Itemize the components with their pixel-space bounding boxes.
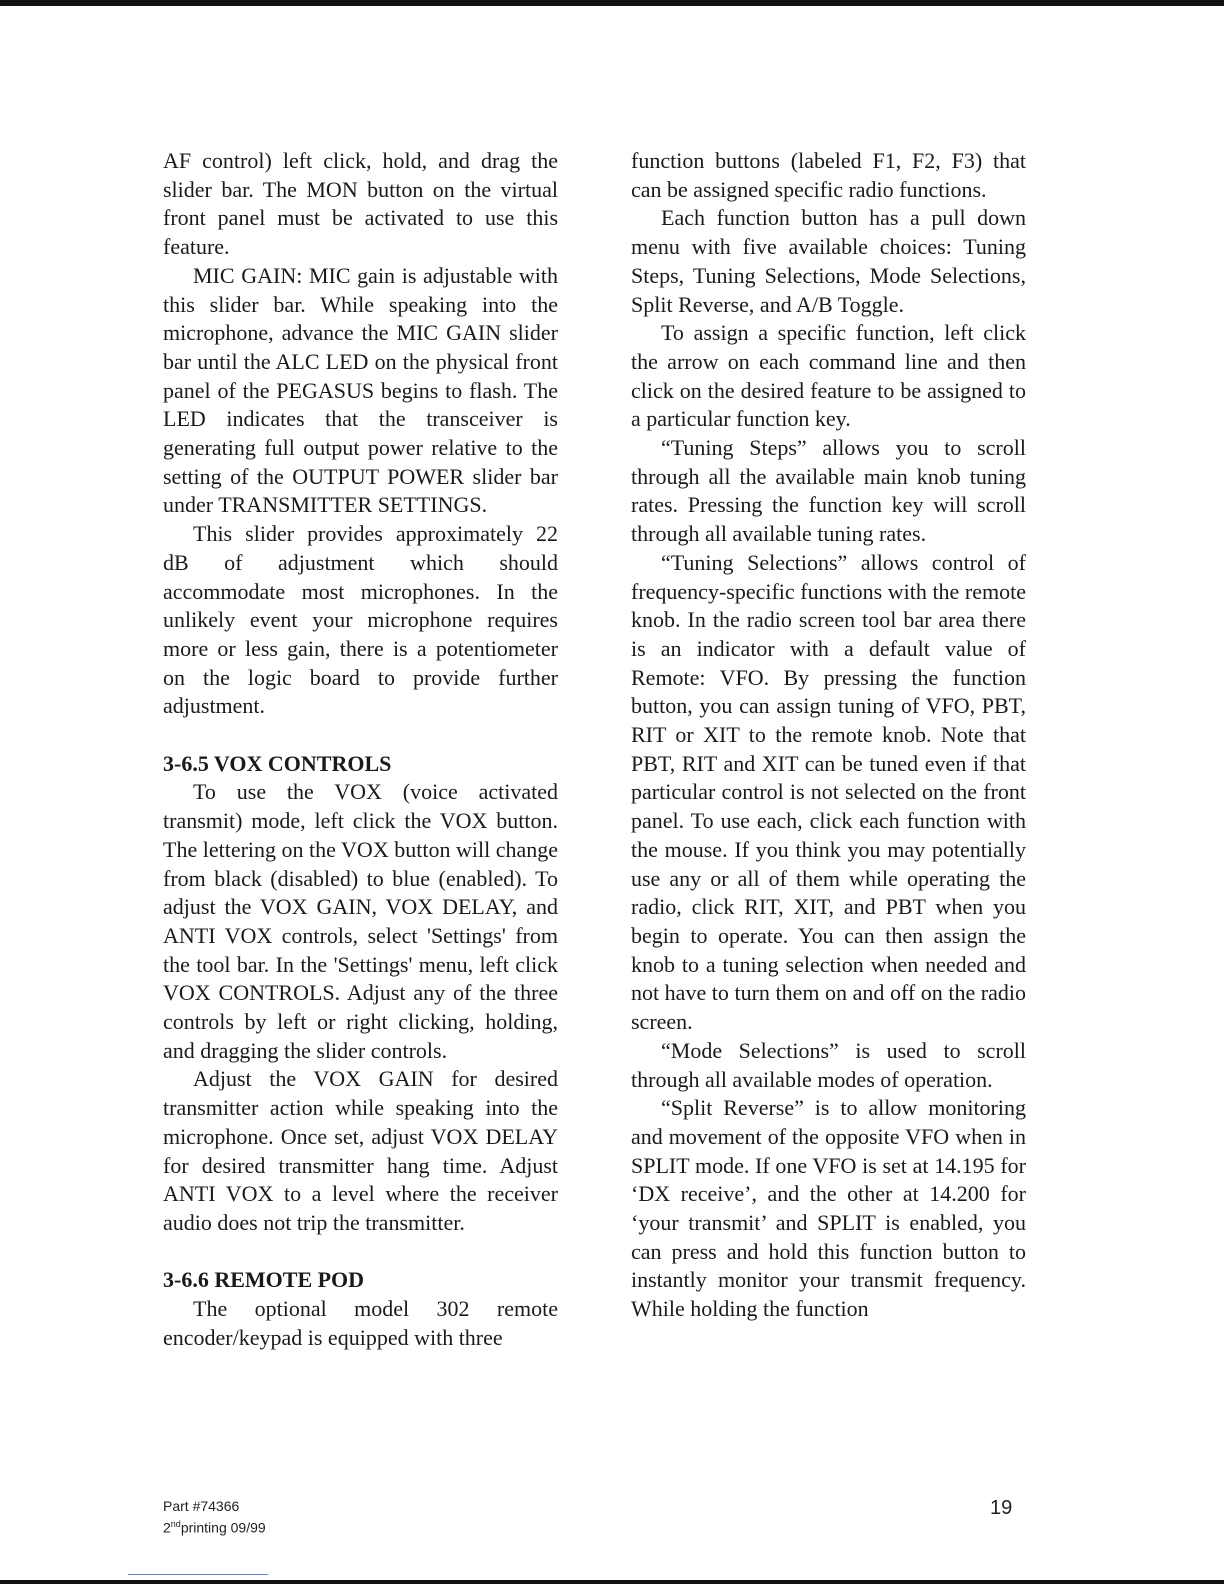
left-column <box>163 147 558 1353</box>
part-number: Part #74366 <box>163 1498 240 1514</box>
paragraph: MIC GAIN: MIC gain is adjustable with this slider bar. While speaking into the microphone, advance the MIC GAIN slider bar until the ALC LED on the physical front panel of the PEGASUS begins to flash. The LED indicates that the transceiver is generating full output power relative to the setting of the OUTPUT POWER slider bar under TRANSMITTER SETTINGS. <box>163 262 558 518</box>
footer-part-info <box>163 1497 266 1537</box>
paragraph: “Mode Selections” is used to scroll through all available modes of operation. <box>631 1037 1026 1092</box>
paragraph: “Tuning Steps” allows you to scroll through all the available main knob tuning rates. Pressing the function key will scroll through all available tuning rates. <box>631 435 1026 547</box>
printing-ordinal: 2 <box>163 1519 171 1536</box>
paragraph: function buttons (labeled F1, F2, F3) that can be assigned specific radio functions. <box>631 148 1026 202</box>
paragraph: Adjust the VOX GAIN for desired transmitter action while speaking into the microphone. Once set, adjust VOX DELAY for desired transmitter hang time. Adjust ANTI VOX to a level where the receiver audio does not trip the transmitter. <box>163 1066 558 1235</box>
section-heading-remote-pod: 3-6.6 REMOTE POD <box>163 1267 365 1293</box>
printing-info <box>163 1515 266 1537</box>
scan-mark-line <box>128 1574 268 1575</box>
page-number: 19 <box>990 1497 1013 1519</box>
section-heading-vox-controls: 3-6.5 VOX CONTROLS <box>163 750 392 776</box>
paragraph: To assign a specific function, left click the arrow on each command line and then click on the desired feature to be assigned to a particular function key. <box>631 320 1026 432</box>
paragraph: “Tuning Selections” allows control of frequency-specific functions with the remote knob. In the radio screen tool bar area there is an indicator with a default value of Remote: VFO. By pressing the function button, you can assign tuning of VFO, PBT, RIT or XIT to the remote knob. Note that PBT, RIT and XIT can be tuned even if that particular control is not selected on the front panel. To use each, click each function with the mouse. If you think you may potentially use any or all of them while operating the radio, click RIT, XIT, and PBT when you begin to operate. You can then assign the knob to a tuning selection when needed and not have to turn them on and off on the radio screen. <box>631 549 1026 1035</box>
top-border-rule <box>0 0 1224 6</box>
paragraph: Each function button has a pull down menu with five available choices: Tuning Steps, Tuning Selections, Mode Selections, Split Reverse, and A/B Toggle. <box>631 205 1026 317</box>
bottom-border-rule <box>0 1580 1224 1584</box>
paragraph: “Split Reverse” is to allow monitoring and movement of the opposite VFO when in SPLIT mode. If one VFO is set at 14.195 for ‘DX receive’, and the other at 14.200 for ‘your transmit’ and SPLIT is enabled, you can press and hold this function button to instantly monitor your transmit frequency. While holding the function <box>631 1095 1026 1322</box>
paragraph: AF control) left click, hold, and drag the slider bar. The MON button on the virtual front panel must be activated to use this feature. <box>163 148 558 260</box>
paragraph: This slider provides approximately 22 dB of adjustment which should accommodate most microphones. In the unlikely event your microphone requires more or less gain, there is a potentiometer on the logic board to provide further adjustment. <box>163 521 558 719</box>
paragraph: To use the VOX (voice activated transmit) mode, left click the VOX button. The lettering on the VOX button will change from black (disabled) to blue (enabled). To adjust the VOX GAIN, VOX DELAY, and ANTI VOX controls, select 'Settings' from the tool bar. In the 'Settings' menu, left click VOX CONTROLS. Adjust any of the three controls by left or right clicking, holding, and dragging the slider controls. <box>163 779 558 1063</box>
right-column <box>631 147 1026 1324</box>
printing-date: printing 09/99 <box>180 1519 266 1536</box>
paragraph: The optional model 302 remote encoder/keypad is equipped with three <box>163 1296 558 1350</box>
printing-suffix: nd <box>170 1519 181 1529</box>
